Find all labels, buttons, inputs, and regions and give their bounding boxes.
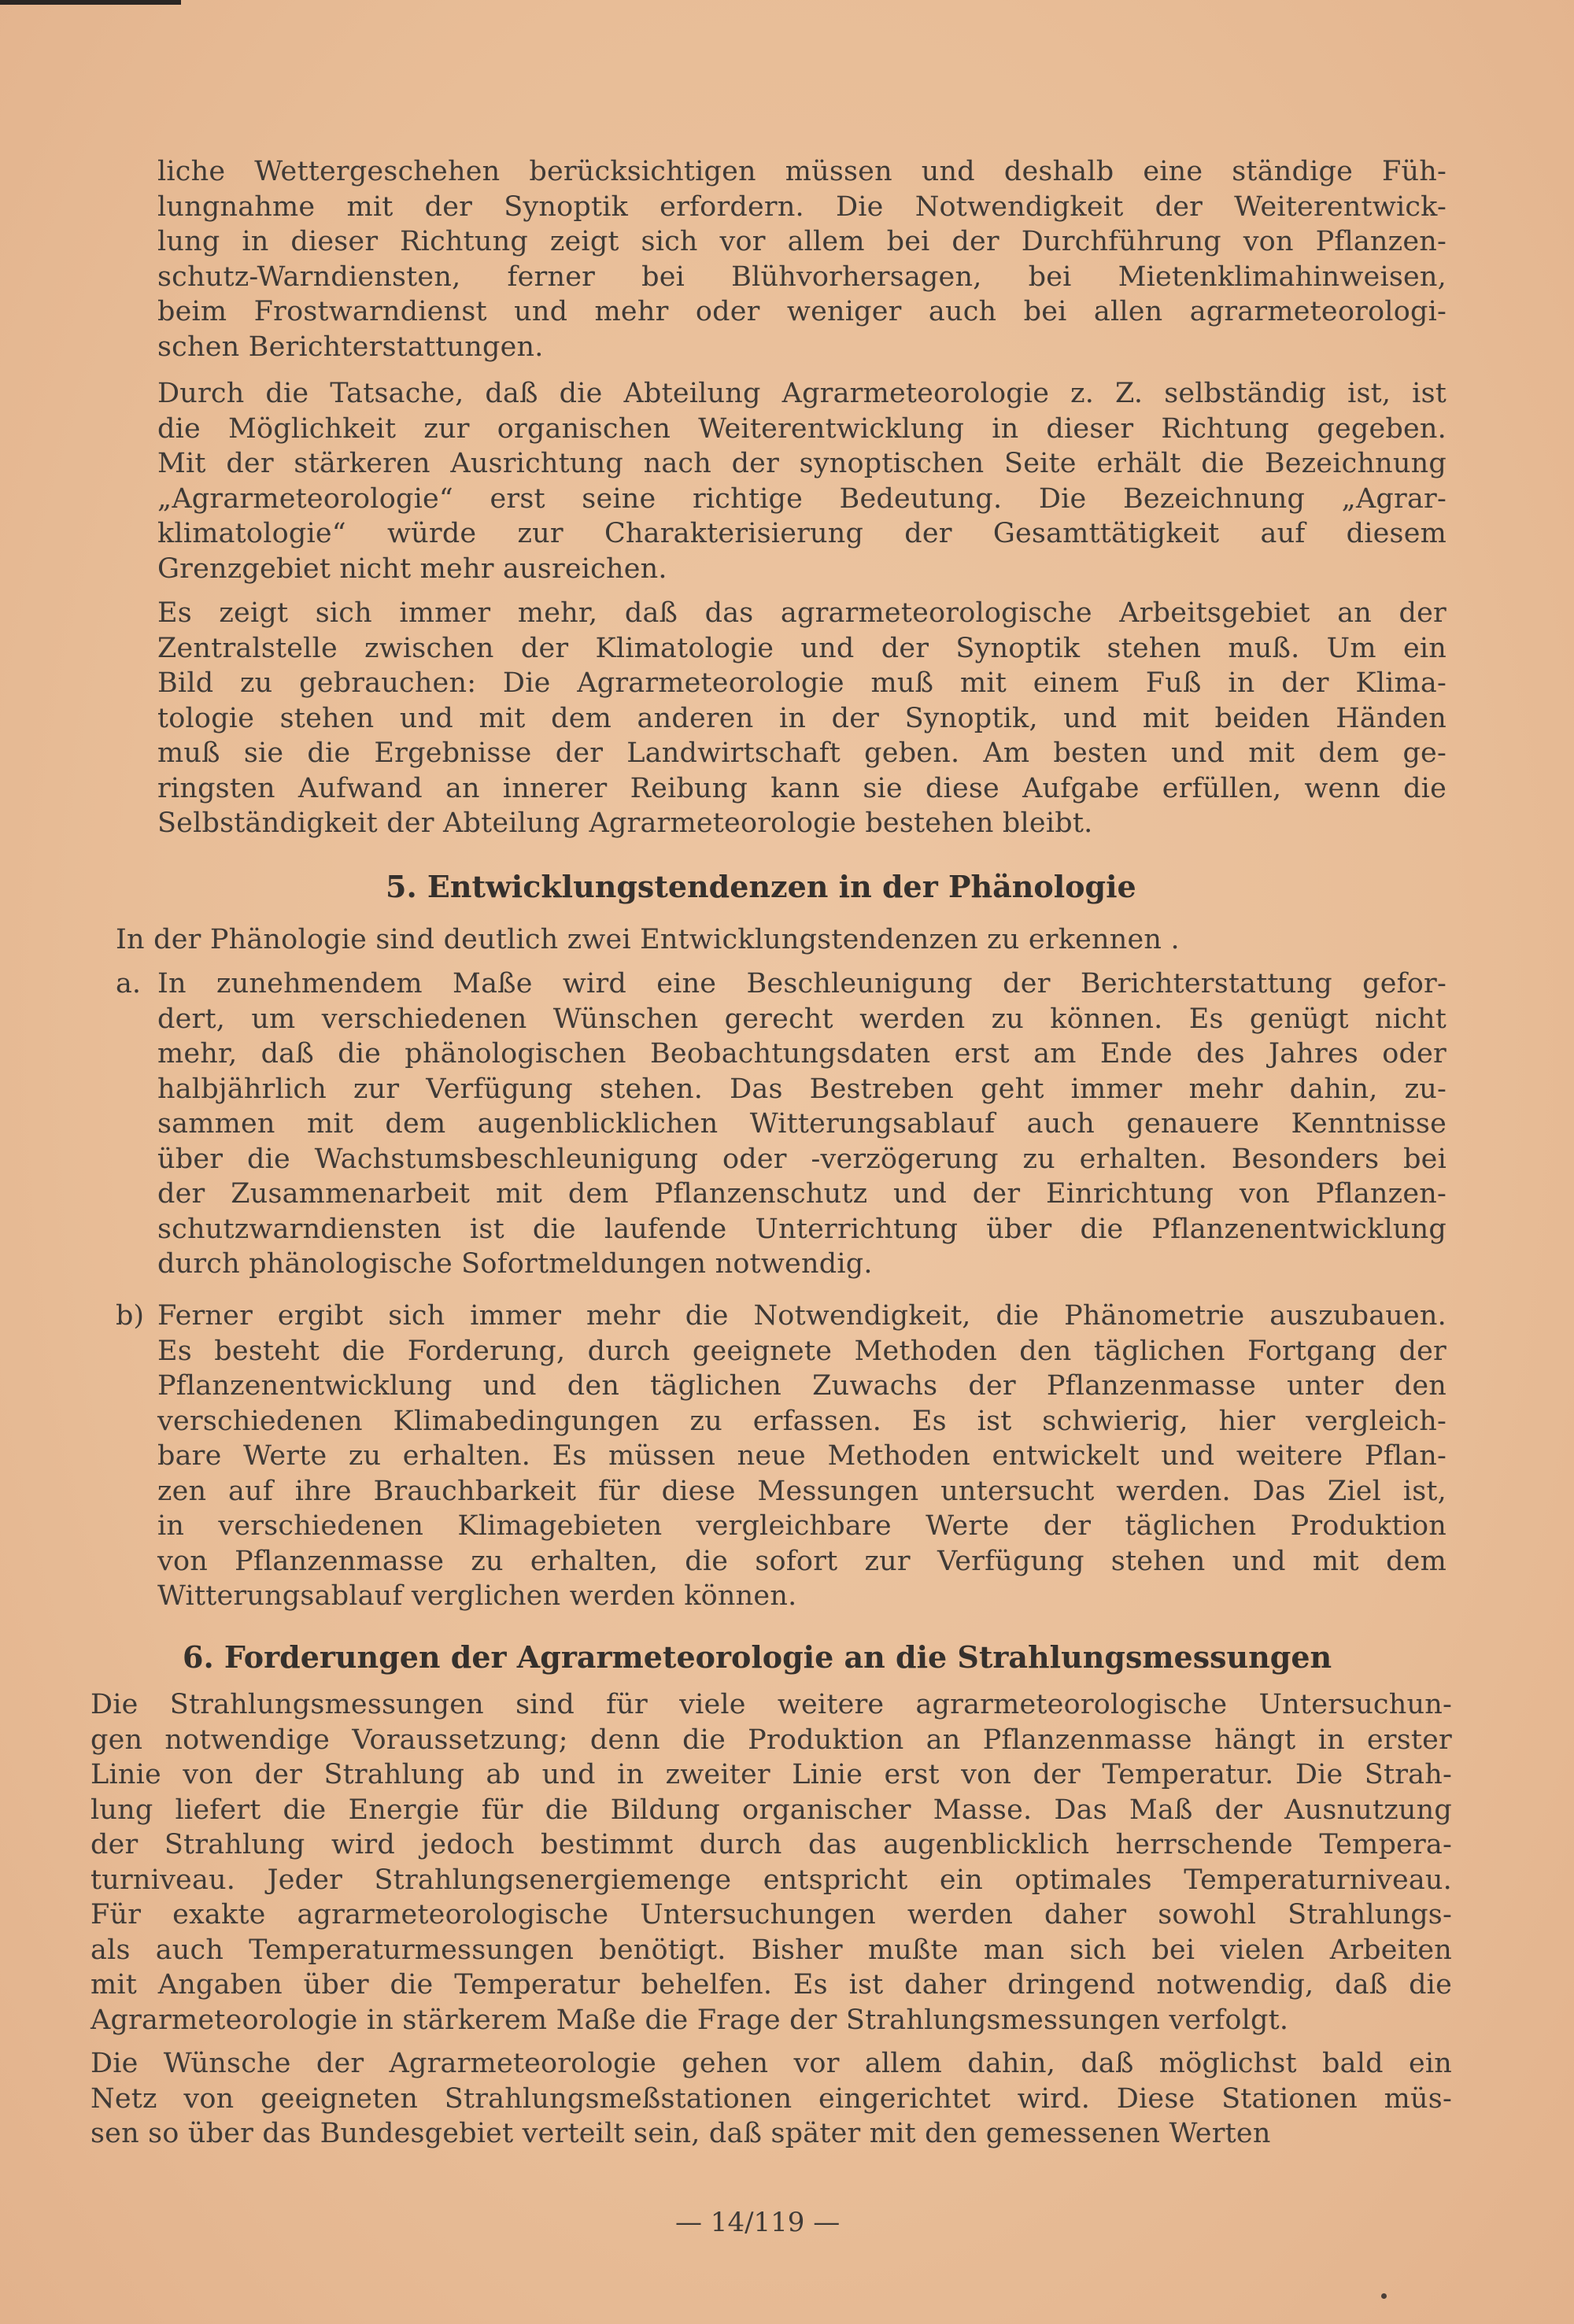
text-line: lung liefert die Energie für die Bildung organischer Masse. Das Maß der Ausnutzung [91,1794,1452,1826]
page-number: — 14/119 — [675,2207,841,2238]
text-line: der Zusammenarbeit mit dem Pflanzenschutz und der Einrichtung von Pflanzen- [157,1178,1447,1210]
text-line: schutz-Warndiensten, ferner bei Blühvorhersagen, bei Mietenklimahinweisen, [157,260,1447,293]
text-line: Mit der stärkeren Ausrichtung nach der synoptischen Seite erhält die Bezeichnung [157,448,1447,479]
paragraph-abteilung [157,376,1447,586]
text-line: klimatologie“ würde zur Charakterisierung der Gesamttätigkeit auf diesem [157,518,1447,549]
text-line: Bild zu gebrauchen: Die Agrarmeteorologie muß mit einem Fuß in der Klima- [157,667,1447,699]
text-line: beim Frostwarndienst und mehr oder weniger auch bei allen agrarmeteorologi- [157,296,1447,327]
text-line: mehr, daß die phänologischen Beobachtungsdaten erst am Ende des Jahres oder [157,1038,1447,1070]
text-line: zen auf ihre Brauchbarkeit für diese Messungen untersucht werden. Das Ziel ist, [157,1475,1447,1507]
scan-speck [1381,2293,1387,2299]
text-line: „Agrarmeteorologie“ erst seine richtige Bedeutung. Die Bezeichnung „Agrar- [157,482,1447,515]
text-line: durch phänologische Sofortmeldungen notwendig. [157,1248,873,1280]
text-line: tologie stehen und mit dem anderen in der Synoptik, und mit beiden Händen [157,702,1447,734]
text-line: verschiedenen Klimabedingungen zu erfassen. Es ist schwierig, hier vergleich- [157,1405,1447,1437]
text-line: Linie von der Strahlung ab und in zweiter Linie erst von der Temperatur. Die Strah- [91,1759,1452,1790]
text-line: gen notwendige Voraussetzung; denn die Produktion an Pflanzenmasse hängt in erster [91,1724,1452,1756]
paragraph-wuensche [91,2046,1452,2152]
text-line: der Strahlung wird jedoch bestimmt durch das augenblicklich herrschende Tempera- [91,1829,1452,1860]
list-item-a [157,966,1447,1282]
paragraph-continuation [157,154,1447,364]
text-line: lungnahme mit der Synoptik erfordern. Die Notwendigkeit der Weiterentwick- [157,190,1447,223]
section-5-intro [116,922,1296,958]
text-line: liche Wettergeschehen berücksichtigen müssen und deshalb eine ständige Füh- [157,156,1447,187]
text-line: in verschiedenen Klimagebieten vergleichbare Werte der täglichen Produktion [157,1510,1447,1542]
text-line: Durch die Tatsache, daß die Abteilung Agrarmeteorologie z. Z. selbständig ist, ist [157,378,1447,409]
text-line: Agrarmeteorologie in stärkerem Maße die Frage der Strahlungsmessungen verfolgt. [91,2004,1289,2036]
text-line: Für exakte agrarmeteorologische Untersuchungen werden daher sowohl Strahlungs- [91,1899,1452,1931]
text-line: halbjährlich zur Verfügung stehen. Das Bestreben geht immer mehr dahin, zu- [157,1073,1447,1105]
text-line: die Möglichkeit zur organischen Weiterentwicklung in dieser Richtung gegeben. [157,412,1447,445]
paragraph-strahlungsmessungen [91,1687,1452,2038]
text-line: bare Werte zu erhalten. Es müssen neue Methoden entwickelt und weitere Pflan- [157,1440,1447,1472]
list-marker-a: a. [116,968,141,999]
text-line: von Pflanzenmasse zu erhalten, die sofort zur Verfügung stehen und mit dem [157,1545,1447,1577]
text-line: als auch Temperaturmessungen benötigt. Bisher mußte man sich bei vielen Arbeiten [91,1934,1452,1966]
text-line: ringsten Aufwand an innerer Reibung kann sie diese Aufgabe erfüllen, wenn die [157,772,1447,804]
list-marker-b: b) [116,1300,145,1332]
text-line: muß sie die Ergebnisse der Landwirtschaft geben. Am besten und mit dem ge- [157,737,1447,769]
text-line: sammen mit dem augenblicklichen Witterungsablauf auch genauere Kenntnisse [157,1108,1447,1140]
text-line: Es besteht die Forderung, durch geeignete Methoden den täglichen Fortgang der [157,1335,1447,1367]
text-line: Netz von geeigneten Strahlungsmeßstationen eingerichtet wird. Diese Stationen müs- [91,2082,1452,2115]
paragraph-zentralstelle [157,596,1447,841]
text-line: Pflanzenentwicklung und den täglichen Zuwachs der Pflanzenmasse unter den [157,1370,1447,1402]
list-item-b [157,1299,1447,1614]
scan-edge-mark [0,0,181,5]
text-line: Witterungsablauf verglichen werden können. [157,1580,797,1612]
text-line: schen Berichterstattungen. [157,331,544,363]
text-line: mit Angaben über die Temperatur behelfen. Es ist daher dringend notwendig, daß die [91,1969,1452,2001]
text-line: lung in dieser Richtung zeigt sich vor allem bei der Durchführung von Pflanzen- [157,226,1447,257]
text-line: Die Wünsche der Agrarmeteorologie gehen vor allem dahin, daß möglichst bald ein [91,2048,1452,2079]
text-line: sen so über das Bundesgebiet verteilt sein, daß später mit den gemessenen Werten [91,2118,1271,2149]
text-line: schutzwarndiensten ist die laufende Unterrichtung über die Pflanzenentwicklung [157,1213,1447,1245]
section-heading-5: 5. Entwicklungstendenzen in der Phänologie [386,869,1136,904]
text-line: über die Wachstumsbeschleunigung oder -verzögerung zu erhalten. Besonders bei [157,1143,1447,1175]
text-line: dert, um verschiedenen Wünschen gerecht werden zu können. Es genügt nicht [157,1003,1447,1035]
text-line: Grenzgebiet nicht mehr ausreichen. [157,552,667,585]
text-line: Zentralstelle zwischen der Klimatologie und der Synoptik stehen muß. Um ein [157,632,1447,664]
text-line: Es zeigt sich immer mehr, daß das agrarmeteorologische Arbeitsgebiet an der [157,597,1447,629]
section-5-intro-line: In der Phänologie sind deutlich zwei Entwicklungstendenzen zu erkennen . [116,924,1180,955]
text-line: turniveau. Jeder Strahlungsenergiemenge entspricht ein optimales Temperaturniveau. [91,1864,1452,1896]
section-heading-6: 6. Forderungen der Agrarmeteorologie an die Strahlungsmessungen [183,1639,1332,1675]
text-line: In zunehmendem Maße wird eine Beschleunigung der Berichterstattung gefor- [157,968,1447,999]
text-line: Die Strahlungsmessungen sind für viele weitere agrarmeteorologische Untersuchun- [91,1689,1452,1720]
text-line: Selbständigkeit der Abteilung Agrarmeteorologie bestehen bleibt. [157,807,1093,839]
text-line: Ferner ergibt sich immer mehr die Notwendigkeit, die Phänometrie auszubauen. [157,1300,1447,1332]
